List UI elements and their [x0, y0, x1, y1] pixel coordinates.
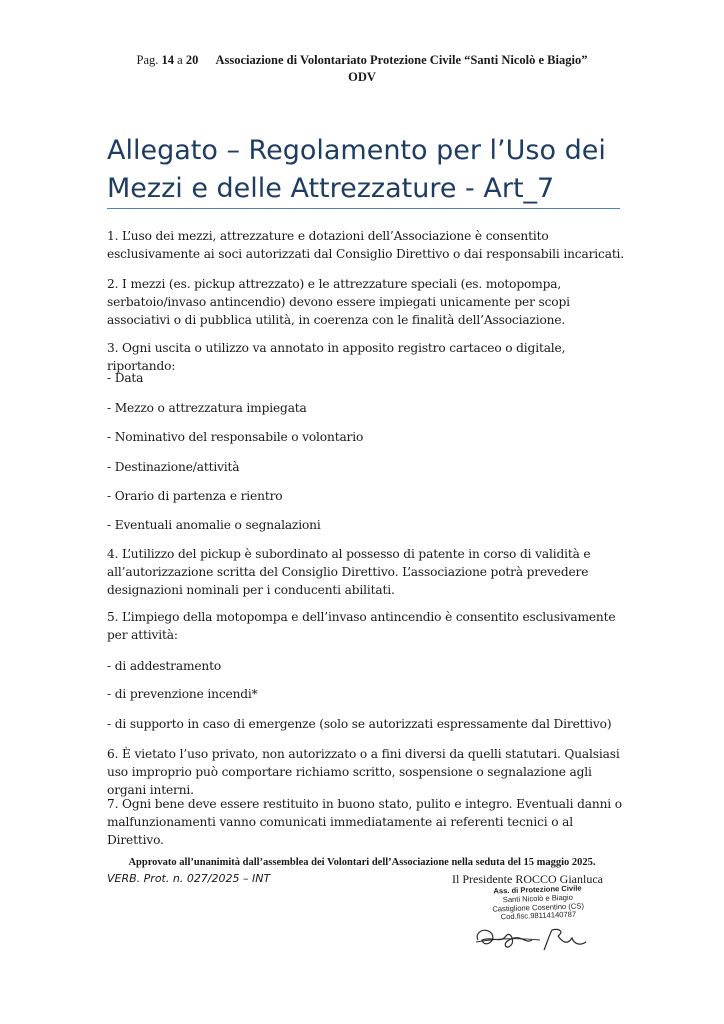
document-title: Allegato – Regolamento per l’Uso dei Mezzi e delle Attrezzature - Art_7: [107, 135, 606, 204]
page-separator: a: [177, 53, 183, 67]
paragraph: 4. L’utilizzo del pickup è subordinato al possesso di patente in corso di validità e all’autorizzazione scritta del Consiglio Direttivo. L’associazione potrà prevedere designazioni nominali per i conducenti abilitati.: [107, 547, 591, 597]
stamp-line-4: Cod.fisc.98114140787: [500, 910, 577, 922]
stamp-line-1: Ass. di Protezione Civile: [493, 883, 582, 896]
organization-name: Associazione di Volontariato Protezione Civile “Santi Nicolò e Biagio”: [215, 53, 588, 67]
paragraph: - di supporto in caso di emergenze (solo se autorizzati espressamente dal Direttivo): [107, 717, 612, 731]
paragraph: - Orario di partenza e rientro: [107, 489, 283, 503]
paragraph: - Nominativo del responsabile o volontario: [107, 430, 364, 444]
signature-icon: [470, 918, 600, 954]
paragraph: 1. L’uso dei mezzi, attrezzature e dotazioni dell’Associazione è consentito esclusivamente ai soci autorizzati dal Consiglio Direttivo o dai responsabili incaricati.: [107, 229, 625, 261]
organization-suffix: ODV: [348, 70, 376, 84]
paragraph: 7. Ogni bene deve essere restituito in buono stato, pulito e integro. Eventuali danni o malfunzionamenti vanno comunicati immediatamente ai referenti tecnici o al Direttivo.: [107, 797, 622, 847]
president-name: Il Presidente ROCCO Gianluca: [452, 872, 603, 886]
page-total: 20: [185, 53, 199, 67]
paragraph: - Destinazione/attività: [107, 460, 240, 474]
paragraph: 5. L’impiego della motopompa e dell’invaso antincendio è consentito esclusivamente per attività:: [107, 610, 616, 642]
paragraph: 6. È vietato l’uso privato, non autorizzato o a fini diversi da quelli statutari. Qualsiasi uso improprio può comportare richiamo scritto, sospensione o segnalazione agli organi interni.: [107, 747, 620, 797]
page-current: 14: [161, 53, 175, 67]
paragraph: - Data: [107, 371, 144, 385]
page-prefix: Pag.: [136, 53, 159, 67]
paragraph: - Eventuali anomalie o segnalazioni: [107, 518, 321, 532]
header-line-1: [0, 52, 724, 69]
paragraph: - Mezzo o attrezzatura impiegata: [107, 401, 307, 415]
paragraph: - di prevenzione incendi*: [107, 687, 258, 701]
stamp-line-3: Castiglione Cosentino (CS): [492, 900, 585, 914]
page-header: [0, 52, 724, 86]
paragraph: 2. I mezzi (es. pickup attrezzato) e le attrezzature speciali (es. motopompa, serbatoio/invaso antincendio) devono essere impiegati unicamente per scopi associativi o di pubblica utilità, in coerenza con le finalità dell’Associazione.: [107, 277, 570, 327]
stamp-line-2: Santi Nicolò e Biagio: [502, 892, 573, 905]
header-line-2: [0, 69, 724, 86]
paragraph: 3. Ogni uscita o utilizzo va annotato in apposito registro cartaceo o digitale, riportando:: [107, 341, 566, 373]
verbale-protocol: VERB. Prot. n. 027/2025 – INT: [107, 872, 271, 885]
title-divider: [107, 208, 620, 209]
approval-note: Approvato all’unanimità dall’assemblea dei Volontari dell’Associazione nella seduta del 15 maggio 2025.: [128, 857, 596, 868]
paragraph: - di addestramento: [107, 659, 222, 673]
